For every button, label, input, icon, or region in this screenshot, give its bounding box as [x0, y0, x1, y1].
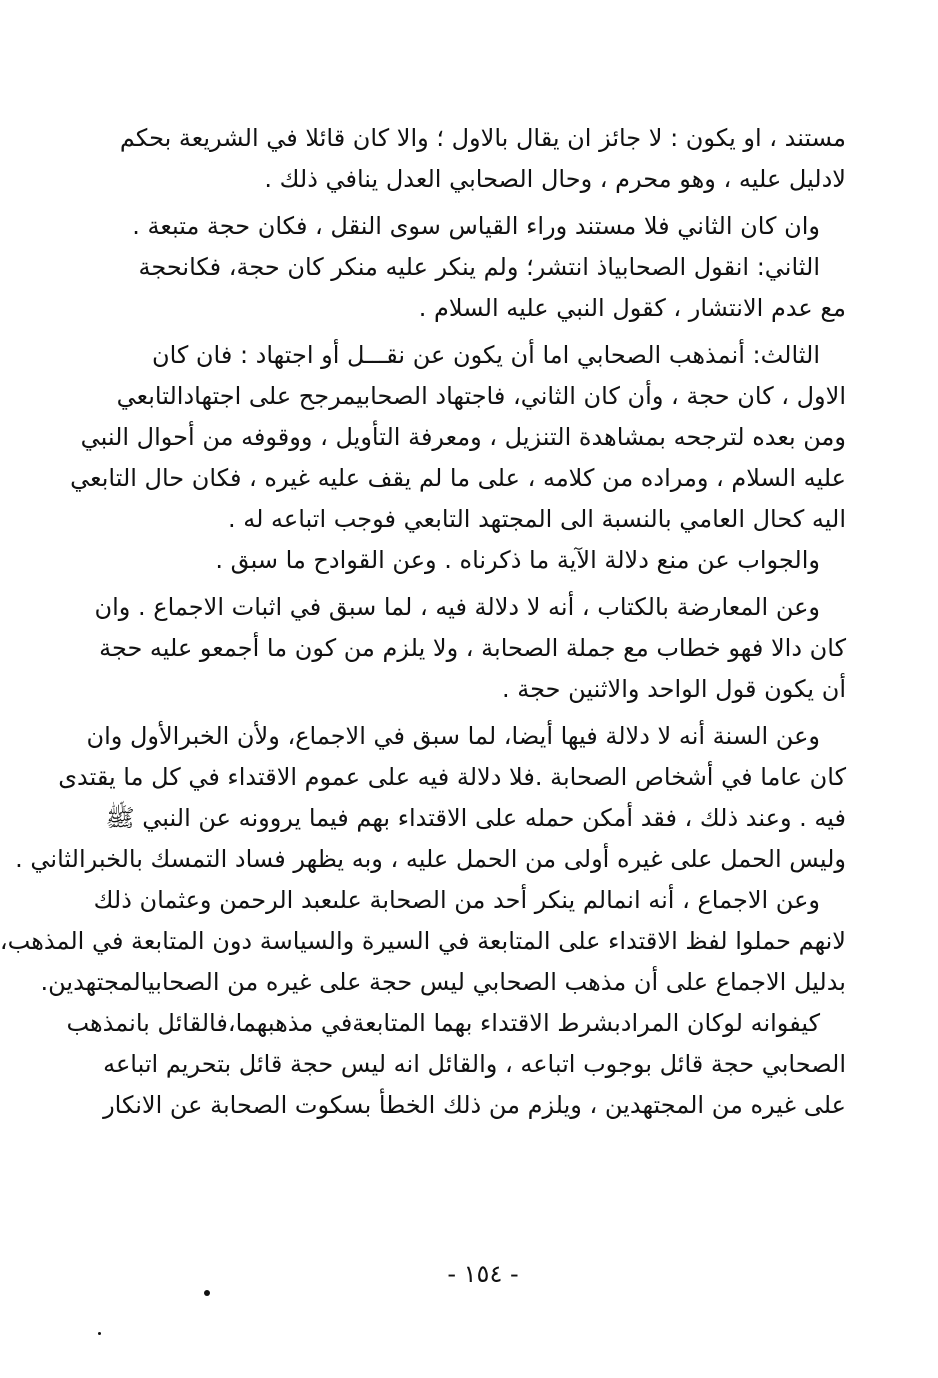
text-line: الثالث: أنمذهب الصحابي اما أن يكون عن نقـــل أو اجتهاد : فان كان: [151, 341, 820, 369]
paragraph-2: [120, 206, 846, 247]
text-line: كان دالا فهو خطاب مع جملة الصحابة ، ولا يلزم من كون ما أجمعو عليه حجة: [99, 634, 846, 662]
text-line: كيفوانه لوكان المرادبشرط الاقتداء بهما المتابعةفي مذهبهما،فالقائل بانمذهب: [66, 1009, 820, 1037]
page-number: - ١٥٤ -: [447, 1260, 519, 1288]
text-line: ومن بعده لترجحه بمشاهدة التنزيل ، ومعرفة التأويل ، ووقوفه من أحوال النبي: [80, 423, 846, 451]
text-line: أن يكون قول الواحد والاثنين حجة .: [501, 675, 846, 703]
paragraph-3: [120, 247, 846, 329]
text-line: وعن الاجماع ، أنه انمالم ينكر أحد من الصحابة علىعبد الرحمن وعثمان ذلك: [93, 886, 820, 914]
paragraph-7: [15, 716, 846, 880]
text-line: كان عاما في أشخاص الصحابة .فلا دلالة فيه على عموم الاقتداء في كل ما يقتدى: [58, 763, 846, 791]
text-line: مستند ، او يكون : لا جائز ان يقال بالاول ؛ والا كان قائلا في الشريعة بحكم: [119, 124, 846, 152]
text-line: والجواب عن منع دلالة الآية ما ذكرناه . وعن القوادح ما سبق .: [215, 546, 820, 574]
text-line: بدليل الاجماع على أن مذهب الصحابي ليس حجة على غيره من الصحابيالمجتهدين.: [40, 968, 846, 996]
text-line: فيه . وعند ذلك ، فقد أمكن حمله على الاقتداء بهم فيما يروونه عن النبي ﷺ: [105, 804, 846, 832]
paragraph-4: [70, 335, 846, 540]
text-line: الصحابي حجة قائل بوجوب اتباعه ، والقائل انه ليس حجة قائل بتحريم اتباعه: [103, 1050, 846, 1078]
text-line: الاول ، كان حجة ، وأن كان الثاني، فاجتهاد الصحابيمرجح على اجتهادالتابعي: [116, 382, 846, 410]
paragraph-8: [0, 880, 846, 1003]
print-speck: [204, 1290, 210, 1296]
document-body: [0, 118, 846, 1126]
text-line: لانهم حملوا لفظ الاقتداء على المتابعة في السيرة والسياسة دون المتابعة في المذهب،: [0, 927, 846, 955]
text-line: اليه كحال العامي بالنسبة الى المجتهد التابعي فوجب اتباعه له .: [227, 505, 846, 533]
text-line: الثاني: انقول الصحابياذ انتشر؛ ولم ينكر عليه منكر كان حجة، فكانحجة: [138, 253, 820, 281]
print-speck: [98, 1332, 101, 1335]
paragraph-5: [120, 540, 846, 581]
text-line: مع عدم الانتشار ، كقول النبي عليه السلام .: [418, 294, 846, 322]
text-line: على غيره من المجتهدين ، ويلزم من ذلك الخطأ بسكوت الصحابة عن الانكار: [103, 1091, 846, 1119]
text-line: وليس الحمل على غيره أولى من الحمل عليه ، وبه يظهر فساد التمسك بالخبرالثاني .: [15, 845, 846, 873]
text-line: عليه السلام ، ومراده من كلامه ، على ما لم يقف عليه غيره ، فكان حال التابعي: [70, 464, 846, 492]
paragraph-9: [66, 1003, 846, 1126]
text-line: وعن المعارضة بالكتاب ، أنه لا دلالة فيه ، لما سبق في اثبات الاجماع . وان: [94, 593, 820, 621]
text-line: وان كان الثاني فلا مستند وراء القياس سوى النقل ، فكان حجة متبعة .: [132, 212, 820, 240]
text-line: وعن السنة أنه لا دلالة فيها أيضا، لما سبق في الاجماع، ولأن الخبرالأول وان: [86, 722, 820, 750]
paragraph-1: [120, 118, 846, 200]
text-line: لادليل عليه ، وهو محرم ، وحال الصحابي العدل ينافي ذلك .: [264, 165, 846, 193]
paragraph-6: [94, 587, 846, 710]
